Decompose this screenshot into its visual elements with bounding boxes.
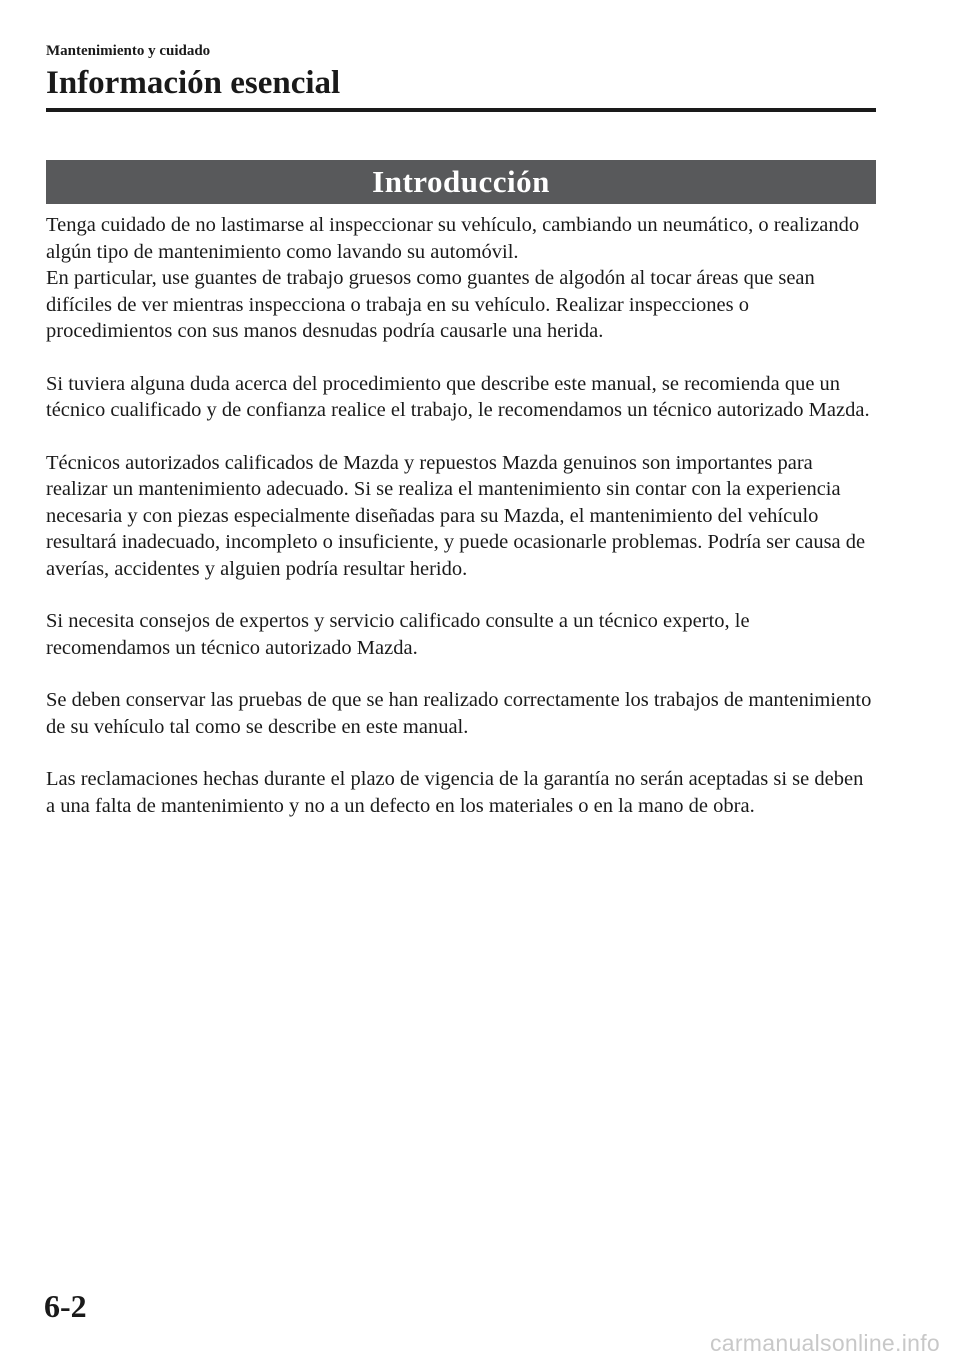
chapter-title: Información esencial <box>46 65 341 101</box>
paragraph: Tenga cuidado de no lastimarse al inspeccionar su vehículo, cambiando un neumático, o realizando algún tipo de mantenimiento como lavando su automóvil. <box>46 214 860 263</box>
paragraph: Las reclamaciones hechas durante el plazo de vigencia de la garantía no serán aceptadas si se deben a una falta de mantenimiento y no a un defecto en los materiales o en la mano de obra. <box>46 768 864 817</box>
page-header <box>46 42 876 102</box>
paragraph: En particular, use guantes de trabajo gruesos como guantes de algodón al tocar áreas que sean difíciles de ver mientras inspecciona o trabaja en su vehículo. Realizar inspecciones o procedimientos con sus manos desnudas podría causarle una herida. <box>46 267 815 342</box>
paragraph: Se deben conservar las pruebas de que se han realizado correctamente los trabajos de mantenimiento de su vehículo tal como se describe en este manual. <box>46 689 872 738</box>
paragraph: Si necesita consejos de expertos y servicio calificado consulte a un técnico experto, le recomendamos un técnico autorizado Mazda. <box>46 610 750 659</box>
header-divider <box>46 108 876 112</box>
paragraph: Técnicos autorizados calificados de Mazda y repuestos Mazda genuinos son importantes para realizar un mantenimiento adecuado. Si se realiza el mantenimiento sin contar con la experiencia necesaria y con piezas especialmente diseñadas para su Mazda, el mantenimiento del vehículo resultará inadecuado, incompleto o insuficiente, y puede ocasionarle problemas. Podría ser causa de averías, accidentes y alguien podría resultar herido. <box>46 451 866 580</box>
watermark: carmanualsonline.info <box>709 1330 940 1356</box>
body-text <box>46 212 876 845</box>
paragraph: Si tuviera alguna duda acerca del procedimiento que describe este manual, se recomienda que un técnico cualificado y de confianza realice el trabajo, le recomendamos un técnico autorizado Mazda. <box>46 372 870 421</box>
section-banner: Introducción <box>46 160 876 204</box>
page-number: 6-2 <box>44 1288 87 1324</box>
section-label: Mantenimiento y cuidado <box>46 43 211 59</box>
